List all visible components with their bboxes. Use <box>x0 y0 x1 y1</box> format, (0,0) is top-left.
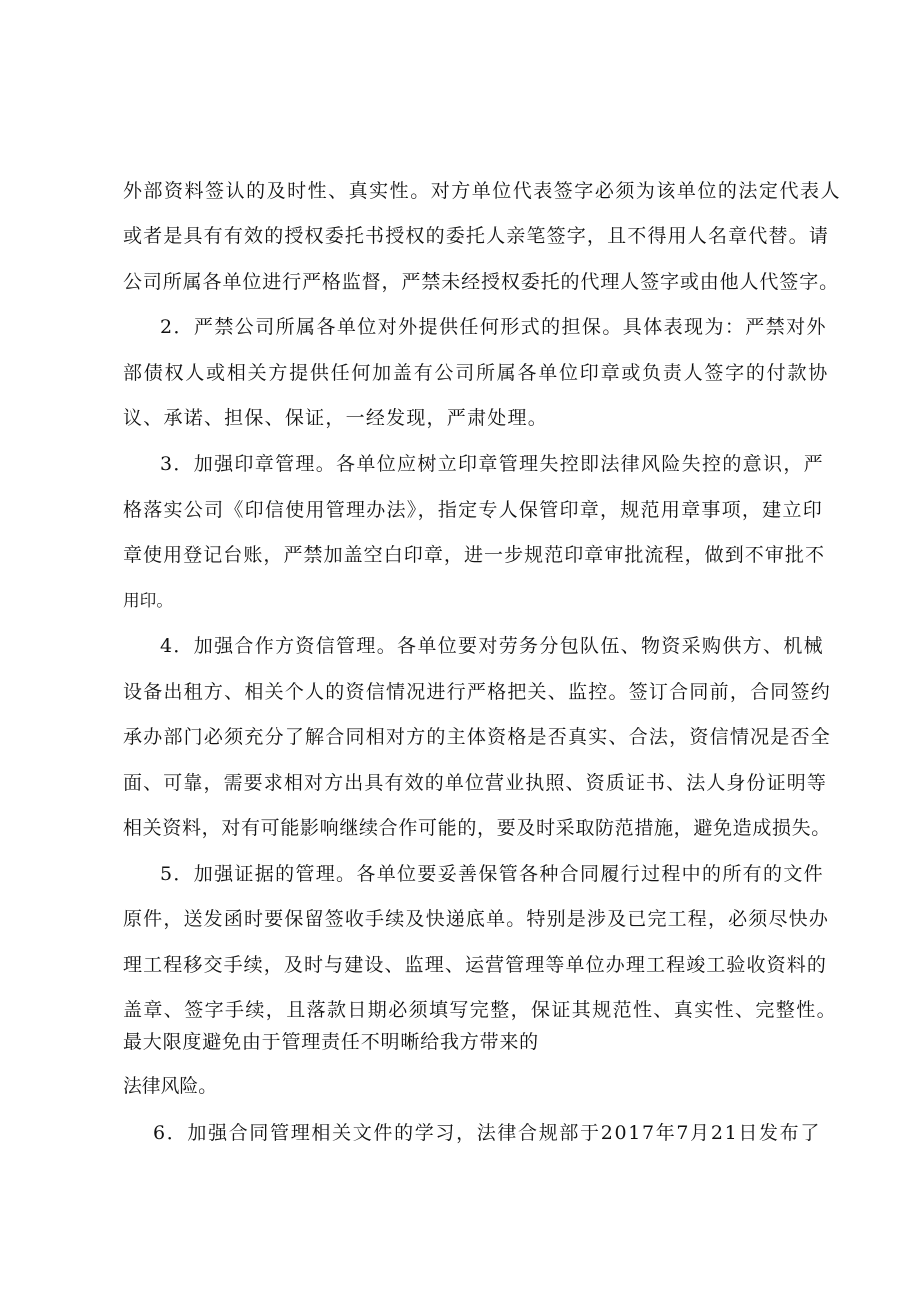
paragraph-4-first-line: 4．加强合作方资信管理。各单位要对劳务分包队伍、物资采购供方、机械 <box>160 635 824 657</box>
paragraph-6-first-line: 6．加强合同管理相关文件的学习，法律合规部于2017年7月21日发布了 <box>153 1122 821 1144</box>
text-line: 外部资料签认的及时性、真实性。对方单位代表签字必须为该单位的法定代表人 <box>123 180 841 202</box>
paragraph-3-first-line: 3．加强印章管理。各单位应树立印章管理失控即法律风险失控的意识，严 <box>160 453 824 475</box>
paragraph-5-first-line: 5．加强证据的管理。各单位要妥善保管各种合同履行过程中的所有的文件 <box>160 863 824 885</box>
text-line: 部债权人或相关方提供任何加盖有公司所属各单位印章或负责人签字的付款协 <box>123 362 829 384</box>
text-line: 相关资料，对有可能影响继续合作可能的，要及时采取防范措施，避免造成损失。 <box>123 817 831 839</box>
text-line: 原件，送发函时要保留签收手续及快递底单。特别是涉及已完工程，必须尽快办 <box>123 908 829 930</box>
text-line: 最大限度避免由于管理责任不明晰给我方带来的 <box>123 1031 539 1053</box>
text-line: 面、可靠，需要求相对方出具有效的单位营业执照、资质证书、法人身份证明等 <box>123 772 827 794</box>
text-line: 盖章、签字手续，且落款日期必须填写完整，保证其规范性、真实性、完整性。 <box>123 999 838 1021</box>
text-line: 用印。 <box>123 591 173 610</box>
text-line: 法律风险。 <box>123 1076 218 1097</box>
text-line: 章使用登记台账，严禁加盖空白印章，进一步规范印章审批流程，做到不审批不 <box>123 544 825 566</box>
text-line: 理工程移交手续，及时与建设、监理、运营管理等单位办理工程竣工验收资料的 <box>123 954 827 976</box>
text-line: 承办部门必须充分了解合同相对方的主体资格是否真实、合法，资信情况是否全 <box>123 726 831 748</box>
text-line: 议、承诺、担保、保证，一经发现，严肃处理。 <box>123 407 548 429</box>
text-line: 设备出租方、相关个人的资信情况进行严格把关、监控。签订合同前，合同签约 <box>123 681 831 703</box>
text-line: 公司所属各单位进行严格监督，严禁未经授权委托的代理人签字或由他人代签字。 <box>123 271 839 293</box>
paragraph-2-first-line: 2．严禁公司所属各单位对外提供任何形式的担保。具体表现为：严禁对外 <box>160 316 827 338</box>
text-line: 格落实公司《印信使用管理办法》，指定专人保管印章，规范用章事项，建立印 <box>123 499 823 521</box>
text-line: 或者是具有有效的授权委托书授权的委托人亲笔签字，且不得用人名章代替。请 <box>123 225 829 247</box>
